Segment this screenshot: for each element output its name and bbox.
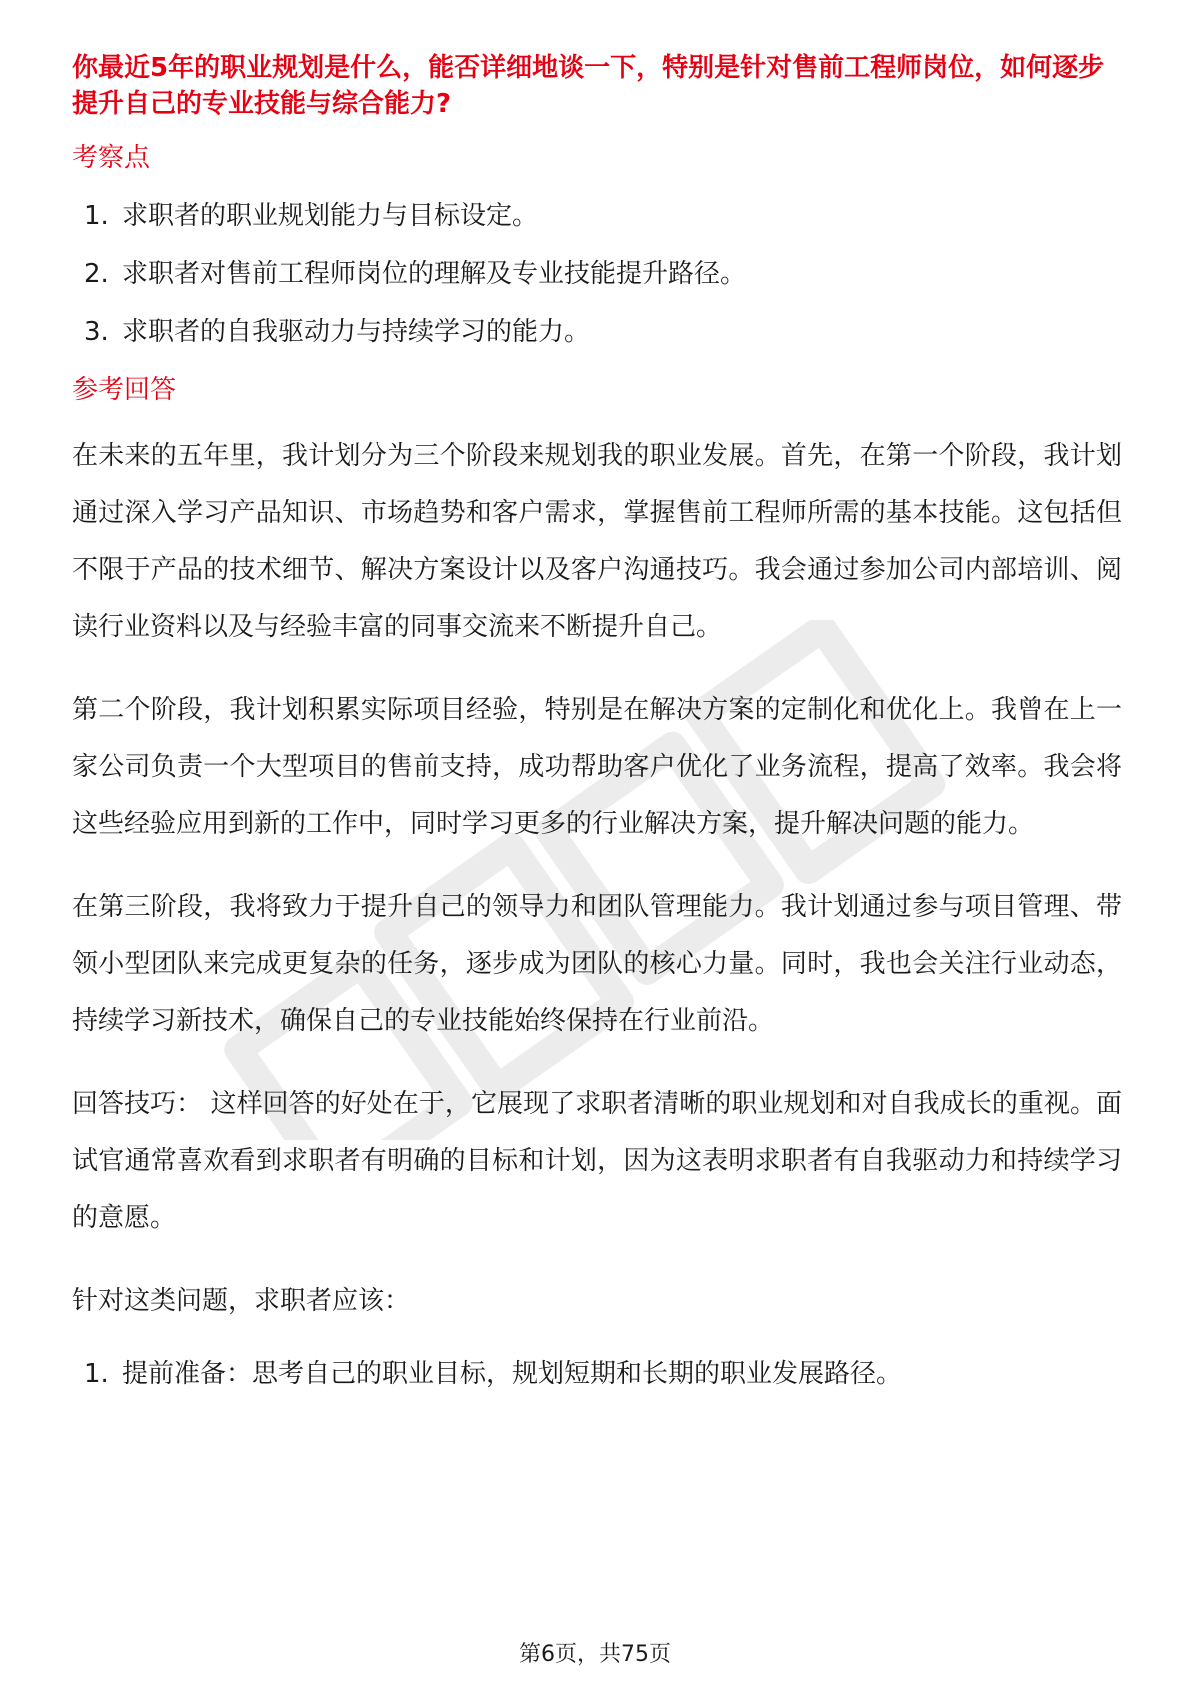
assessment-heading: 考察点: [72, 143, 151, 173]
list-item: [72, 1356, 1122, 1392]
list-number: 1.: [84, 201, 109, 231]
list-item: [72, 198, 1122, 234]
list-number: 3.: [84, 317, 109, 347]
list-text: 求职者的自我驱动力与持续学习的能力。: [122, 317, 591, 347]
answer-paragraph-3: 在第三阶段，我将致力于提升自己的领导力和团队管理能力。我计划通过参与项目管理、带领小型团队来完成更复杂的任务，逐步成为团队的核心力量。同时，我也会关注行业动态，持续学习新技术，确保自己的专业技能始终保持在行业前沿。: [72, 892, 1122, 1036]
list-number: 1.: [84, 1359, 109, 1389]
list-text: 提前准备：思考自己的职业目标，规划短期和长期的职业发展路径。: [122, 1359, 903, 1389]
page-footer: 第6页，共75页: [519, 1642, 671, 1667]
answer-heading: 参考回答: [72, 375, 177, 405]
answer-paragraph-2: 第二个阶段，我计划积累实际项目经验，特别是在解决方案的定制化和优化上。我曾在上一家公司负责一个大型项目的售前支持，成功帮助客户优化了业务流程，提高了效率。我会将这些经验应用到新的工作中，同时学习更多的行业解决方案，提升解决问题的能力。: [72, 695, 1122, 839]
list-item: [72, 256, 1122, 292]
list-item: [72, 314, 1122, 350]
list-text: 求职者对售前工程师岗位的理解及专业技能提升路径。: [122, 259, 747, 289]
answer-advice-intro: 针对这类问题，求职者应该：: [72, 1286, 411, 1316]
advice-list: [72, 1356, 1122, 1392]
answer-paragraph-1: 在未来的五年里，我计划分为三个阶段来规划我的职业发展。首先，在第一个阶段，我计划通过深入学习产品知识、市场趋势和客户需求，掌握售前工程师所需的基本技能。这包括但不限于产品的技术细节、解决方案设计以及客户沟通技巧。我会通过参加公司内部培训、阅读行业资料以及与经验丰富的同事交流来不断提升自己。: [72, 441, 1122, 642]
assessment-list: [72, 198, 1122, 350]
document-page: [72, 50, 1122, 1414]
list-number: 2.: [84, 259, 109, 289]
list-text: 求职者的职业规划能力与目标设定。: [122, 201, 539, 231]
answer-tips-paragraph: 回答技巧： 这样回答的好处在于，它展现了求职者清晰的职业规划和对自我成长的重视。面试官通常喜欢看到求职者有明确的目标和计划，因为这表明求职者有自我驱动力和持续学习的意愿。: [72, 1089, 1122, 1233]
question-title: 你最近5年的职业规划是什么，能否详细地谈一下，特别是针对售前工程师岗位，如何逐步提升自己的专业技能与综合能力?: [72, 53, 1105, 119]
